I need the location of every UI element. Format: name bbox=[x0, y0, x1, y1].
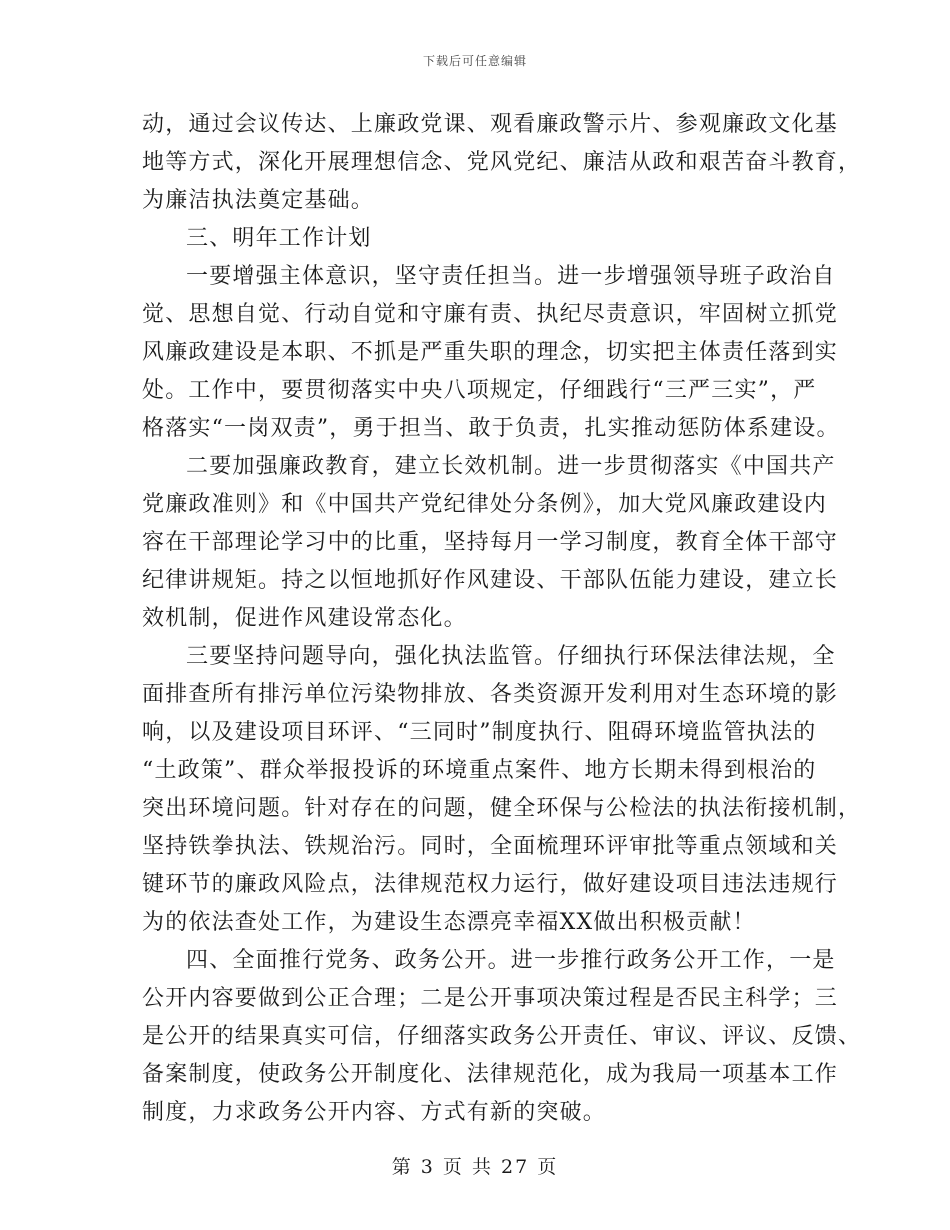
text-line: 三、明年工作计划 bbox=[186, 226, 372, 251]
text-line: 风廉政建设是本职、不抓是严重失职的理念，切实把主体责任落到实 bbox=[142, 340, 839, 365]
text-line: 三要坚持问题导向，强化执法监管。仔细执行环保法律法规，全 bbox=[186, 644, 836, 669]
page-number: 第 3 页 共 27 页 bbox=[391, 1156, 559, 1178]
text-line: 动，通过会议传达、上廉政党课、观看廉政警示片、参观廉政文化基 bbox=[142, 112, 839, 137]
document-body bbox=[142, 106, 862, 1132]
text-line: 突出环境问题。针对存在的问题，健全环保与公检法的执法衔接机制， bbox=[142, 796, 862, 821]
text-line: 是公开的结果真实可信，仔细落实政务公开责任、审议、评议、反馈、 bbox=[142, 1024, 862, 1049]
text-line: 格落实“一岗双责”，勇于担当、敢于负责，扎实推动惩防体系建设。 bbox=[142, 416, 840, 441]
text-line: 为的依法查处工作，为建设生态漂亮幸福XX做出积极贡献！ bbox=[142, 910, 756, 935]
text-line: 容在干部理论学习中的比重，坚持每月一学习制度，教育全体干部守 bbox=[142, 530, 839, 555]
text-line: 坚持铁拳执法、铁规治污。同时，全面梳理环评审批等重点领域和关 bbox=[142, 834, 839, 859]
text-line: 地等方式，深化开展理想信念、党风党纪、廉洁从政和艰苦奋斗教育， bbox=[142, 150, 862, 175]
text-line: 制度，力求政务公开内容、方式有新的突破。 bbox=[142, 1100, 607, 1125]
text-line: 公开内容要做到公正合理；二是公开事项决策过程是否民主科学；三 bbox=[142, 986, 839, 1011]
text-line: 一要增强主体意识，坚守责任担当。进一步增强领导班子政治自 bbox=[186, 264, 836, 289]
text-line: “土政策”、群众举报投诉的环境重点案件、地方长期未得到根治的 bbox=[142, 758, 817, 783]
header-note: 下载后可任意编辑 bbox=[422, 54, 527, 68]
text-line: 备案制度，使政务公开制度化、法律规范化，成为我局一项基本工作 bbox=[142, 1062, 839, 1087]
text-line: 纪律讲规矩。持之以恒地抓好作风建设、干部队伍能力建设，建立长 bbox=[142, 568, 839, 593]
text-line: 为廉洁执法奠定基础。 bbox=[142, 188, 375, 213]
text-line: 效机制，促进作风建设常态化。 bbox=[142, 606, 467, 631]
text-line: 响，以及建设项目环评、“三同时”制度执行、阻碍环境监管执法的 bbox=[142, 720, 817, 745]
text-line: 四、全面推行党务、政务公开。进一步推行政务公开工作，一是 bbox=[186, 948, 836, 973]
text-line: 键环节的廉政风险点，法律规范权力运行，做好建设项目违法违规行 bbox=[142, 872, 839, 897]
text-line: 党廉政准则》和《中国共产党纪律处分条例》，加大党风廉政建设内 bbox=[142, 492, 828, 517]
text-line: 面排查所有排污单位污染物排放、各类资源开发利用对生态环境的影 bbox=[142, 682, 839, 707]
text-line: 二要加强廉政教育，建立长效机制。进一步贯彻落实《中国共产 bbox=[186, 454, 836, 479]
text-line: 觉、思想自觉、行动自觉和守廉有责、执纪尽责意识，牢固树立抓党 bbox=[142, 302, 839, 327]
text-line: 处。工作中，要贯彻落实中央八项规定，仔细践行“三严三实”，严 bbox=[142, 378, 817, 403]
